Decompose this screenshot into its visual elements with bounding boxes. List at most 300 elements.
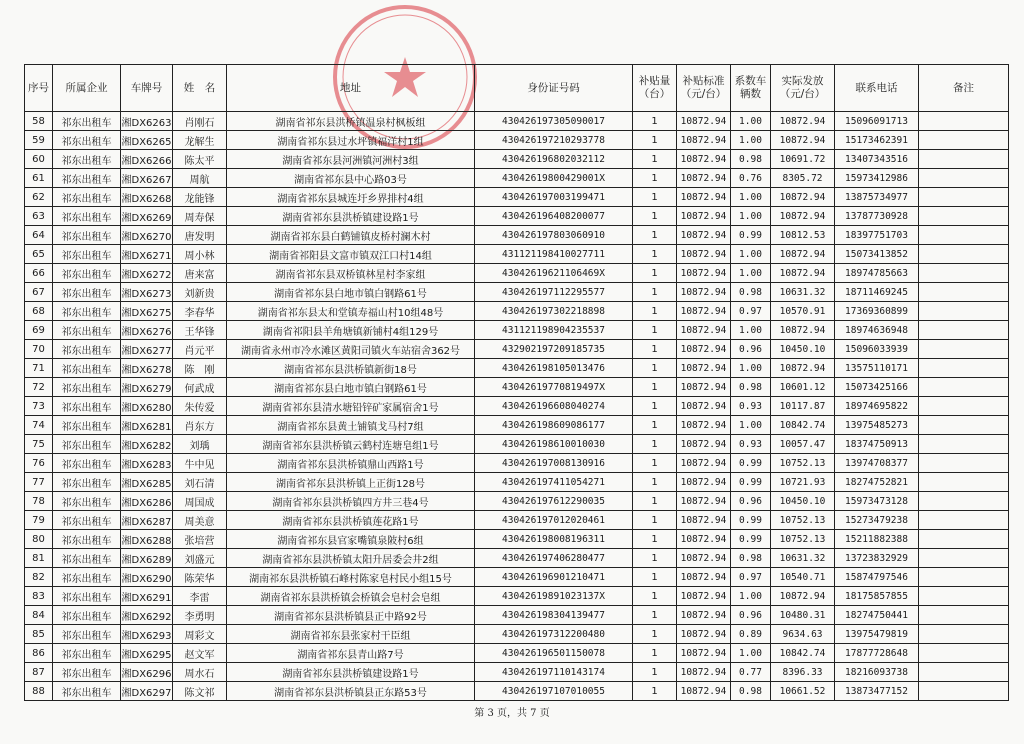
cell-address: 湖南省祁东县青山路7号 [227, 644, 475, 663]
header-address: 地址 [227, 65, 475, 112]
cell-phone: 15273479238 [835, 511, 919, 530]
cell-plate: 湘DX6280 [121, 397, 173, 416]
cell-actual: 10450.10 [771, 340, 835, 359]
cell-note [919, 644, 1009, 663]
cell-name: 李勇明 [173, 606, 227, 625]
cell-id: 430426198304139477 [475, 606, 633, 625]
cell-actual: 10691.72 [771, 150, 835, 169]
cell-company: 祁东出租车 [53, 530, 121, 549]
cell-note [919, 454, 1009, 473]
cell-name: 刘新贵 [173, 283, 227, 302]
cell-qty: 1 [633, 435, 677, 454]
cell-phone: 18974636948 [835, 321, 919, 340]
cell-phone: 18974785663 [835, 264, 919, 283]
cell-plate: 湘DX6287 [121, 511, 173, 530]
cell-qty: 1 [633, 340, 677, 359]
cell-coef: 1.00 [731, 587, 771, 606]
cell-seq: 70 [25, 340, 53, 359]
table-row [25, 226, 1009, 245]
cell-seq: 87 [25, 663, 53, 682]
cell-name: 龙能锋 [173, 188, 227, 207]
cell-seq: 72 [25, 378, 53, 397]
cell-coef: 0.76 [731, 169, 771, 188]
cell-name: 陈文祁 [173, 682, 227, 701]
cell-id: 430426198008196311 [475, 530, 633, 549]
cell-phone: 18175857855 [835, 587, 919, 606]
cell-id: 431121198904235537 [475, 321, 633, 340]
cell-qty: 1 [633, 606, 677, 625]
cell-std: 10872.94 [677, 207, 731, 226]
cell-qty: 1 [633, 587, 677, 606]
cell-coef: 0.97 [731, 302, 771, 321]
cell-name: 陈太平 [173, 150, 227, 169]
cell-phone: 18274750441 [835, 606, 919, 625]
cell-note [919, 131, 1009, 150]
table-row [25, 245, 1009, 264]
cell-id: 430426197012020461 [475, 511, 633, 530]
table-row [25, 397, 1009, 416]
cell-qty: 1 [633, 131, 677, 150]
cell-id: 430426197110143174 [475, 663, 633, 682]
cell-plate: 湘DX6295 [121, 644, 173, 663]
cell-std: 10872.94 [677, 397, 731, 416]
table-row [25, 416, 1009, 435]
cell-coef: 0.99 [731, 454, 771, 473]
table-row [25, 435, 1009, 454]
cell-phone: 18397751703 [835, 226, 919, 245]
cell-coef: 0.93 [731, 397, 771, 416]
cell-phone: 18274752821 [835, 473, 919, 492]
cell-seq: 76 [25, 454, 53, 473]
cell-std: 10872.94 [677, 435, 731, 454]
cell-qty: 1 [633, 530, 677, 549]
cell-actual: 10872.94 [771, 359, 835, 378]
cell-note [919, 207, 1009, 226]
cell-address: 湖南省祁东县白鹤铺镇皮桥村澜木村 [227, 226, 475, 245]
cell-note [919, 416, 1009, 435]
cell-std: 10872.94 [677, 682, 731, 701]
table-row [25, 359, 1009, 378]
cell-company: 祁东出租车 [53, 378, 121, 397]
cell-name: 周彩文 [173, 625, 227, 644]
cell-note [919, 283, 1009, 302]
cell-actual: 10872.94 [771, 207, 835, 226]
cell-id: 430426197803060910 [475, 226, 633, 245]
table-row [25, 587, 1009, 606]
cell-std: 10872.94 [677, 169, 731, 188]
cell-id: 430426196408200077 [475, 207, 633, 226]
header-phone: 联系电话 [835, 65, 919, 112]
header-qty: 补贴量（台） [633, 65, 677, 112]
table-row [25, 492, 1009, 511]
table-body [25, 112, 1009, 701]
cell-qty: 1 [633, 644, 677, 663]
cell-plate: 湘DX6285 [121, 473, 173, 492]
cell-name: 龙解生 [173, 131, 227, 150]
cell-company: 祁东出租车 [53, 435, 121, 454]
cell-actual: 10601.12 [771, 378, 835, 397]
cell-company: 祁东出租车 [53, 131, 121, 150]
cell-actual: 9634.63 [771, 625, 835, 644]
cell-actual: 10872.94 [771, 321, 835, 340]
cell-std: 10872.94 [677, 378, 731, 397]
cell-address: 湖南省祁东县张家村干臣组 [227, 625, 475, 644]
cell-note [919, 112, 1009, 131]
cell-phone: 17369360899 [835, 302, 919, 321]
cell-qty: 1 [633, 321, 677, 340]
cell-std: 10872.94 [677, 302, 731, 321]
cell-plate: 湘DX6293 [121, 625, 173, 644]
cell-seq: 60 [25, 150, 53, 169]
cell-note [919, 378, 1009, 397]
cell-std: 10872.94 [677, 530, 731, 549]
cell-id: 430426197612290035 [475, 492, 633, 511]
cell-actual: 10872.94 [771, 188, 835, 207]
cell-seq: 78 [25, 492, 53, 511]
cell-plate: 湘DX6288 [121, 530, 173, 549]
cell-std: 10872.94 [677, 606, 731, 625]
cell-address: 湖南省祁东县白地市镇白钢路61号 [227, 283, 475, 302]
cell-coef: 0.77 [731, 663, 771, 682]
cell-name: 周美意 [173, 511, 227, 530]
cell-address: 湖南省祁东县白地市镇白钢路61号 [227, 378, 475, 397]
cell-address: 湖南省祁东县中心路03号 [227, 169, 475, 188]
cell-qty: 1 [633, 568, 677, 587]
cell-coef: 1.00 [731, 321, 771, 340]
cell-id: 430426197411054271 [475, 473, 633, 492]
cell-company: 祁东出租车 [53, 644, 121, 663]
cell-plate: 湘DX6296 [121, 663, 173, 682]
cell-seq: 68 [25, 302, 53, 321]
cell-address: 湖南省祁东县城连圩乡界排村4组 [227, 188, 475, 207]
cell-coef: 1.00 [731, 245, 771, 264]
cell-address: 湖南省祁东县双桥镇林星村李家组 [227, 264, 475, 283]
cell-seq: 77 [25, 473, 53, 492]
cell-name: 周寿保 [173, 207, 227, 226]
cell-note [919, 397, 1009, 416]
cell-company: 祁东出租车 [53, 492, 121, 511]
cell-company: 祁东出租车 [53, 264, 121, 283]
cell-qty: 1 [633, 188, 677, 207]
cell-qty: 1 [633, 245, 677, 264]
cell-seq: 67 [25, 283, 53, 302]
cell-address: 湖南省祁东县洪桥镇云鹤村连塘皂组1号 [227, 435, 475, 454]
cell-plate: 湘DX6277 [121, 340, 173, 359]
cell-actual: 10842.74 [771, 644, 835, 663]
cell-company: 祁东出租车 [53, 207, 121, 226]
cell-coef: 0.97 [731, 568, 771, 587]
cell-seq: 66 [25, 264, 53, 283]
cell-std: 10872.94 [677, 473, 731, 492]
cell-actual: 10872.94 [771, 587, 835, 606]
table-row [25, 283, 1009, 302]
cell-note [919, 245, 1009, 264]
table-row [25, 606, 1009, 625]
cell-actual: 10872.94 [771, 131, 835, 150]
cell-note [919, 340, 1009, 359]
table-row [25, 549, 1009, 568]
cell-coef: 0.89 [731, 625, 771, 644]
cell-std: 10872.94 [677, 131, 731, 150]
cell-address: 湖南省祁阳县羊角塘镇新铺村4组129号 [227, 321, 475, 340]
cell-phone: 13975485273 [835, 416, 919, 435]
cell-coef: 0.96 [731, 492, 771, 511]
cell-address: 湖南省祁东县洪桥镇县正东路53号 [227, 682, 475, 701]
cell-note [919, 606, 1009, 625]
header-actual: 实际发放（元/台） [771, 65, 835, 112]
cell-address: 湖南省祁东县洪桥镇太阳升居委会井2组 [227, 549, 475, 568]
cell-seq: 71 [25, 359, 53, 378]
table-row [25, 663, 1009, 682]
cell-actual: 10721.93 [771, 473, 835, 492]
table-row [25, 302, 1009, 321]
cell-company: 祁东出租车 [53, 416, 121, 435]
cell-plate: 湘DX6297 [121, 682, 173, 701]
cell-name: 陈荣华 [173, 568, 227, 587]
table-row [25, 568, 1009, 587]
cell-phone: 18216093738 [835, 663, 919, 682]
cell-id: 430426197302218898 [475, 302, 633, 321]
cell-actual: 10540.71 [771, 568, 835, 587]
cell-name: 周水石 [173, 663, 227, 682]
cell-plate: 湘DX6292 [121, 606, 173, 625]
cell-phone: 13975479819 [835, 625, 919, 644]
cell-qty: 1 [633, 359, 677, 378]
cell-qty: 1 [633, 283, 677, 302]
cell-seq: 65 [25, 245, 53, 264]
cell-std: 10872.94 [677, 625, 731, 644]
cell-std: 10872.94 [677, 226, 731, 245]
cell-company: 祁东出租车 [53, 454, 121, 473]
cell-std: 10872.94 [677, 568, 731, 587]
cell-seq: 58 [25, 112, 53, 131]
cell-company: 祁东出租车 [53, 150, 121, 169]
table-row [25, 511, 1009, 530]
cell-address: 湖南省祁东县黄土铺镇戈马村7组 [227, 416, 475, 435]
cell-plate: 湘DX6275 [121, 302, 173, 321]
header-name: 姓 名 [173, 65, 227, 112]
cell-plate: 湘DX6286 [121, 492, 173, 511]
table-row [25, 473, 1009, 492]
cell-address: 湖南省祁东县洪桥镇温泉村枫板组 [227, 112, 475, 131]
cell-company: 祁东出租车 [53, 283, 121, 302]
header-std: 补贴标准（元/台） [677, 65, 731, 112]
cell-coef: 0.98 [731, 549, 771, 568]
cell-seq: 61 [25, 169, 53, 188]
cell-seq: 64 [25, 226, 53, 245]
cell-company: 祁东出租车 [53, 587, 121, 606]
cell-id: 430426197008130916 [475, 454, 633, 473]
cell-actual: 10661.52 [771, 682, 835, 701]
cell-name: 周小林 [173, 245, 227, 264]
cell-std: 10872.94 [677, 644, 731, 663]
cell-coef: 1.00 [731, 112, 771, 131]
cell-note [919, 226, 1009, 245]
table-row [25, 169, 1009, 188]
cell-note [919, 473, 1009, 492]
cell-company: 祁东出租车 [53, 682, 121, 701]
cell-id: 430426197003199471 [475, 188, 633, 207]
cell-name: 唐来富 [173, 264, 227, 283]
cell-plate: 湘DX6281 [121, 416, 173, 435]
cell-name: 赵文军 [173, 644, 227, 663]
cell-actual: 10752.13 [771, 511, 835, 530]
cell-id: 430426197312200480 [475, 625, 633, 644]
cell-coef: 1.00 [731, 359, 771, 378]
cell-coef: 1.00 [731, 188, 771, 207]
header-id: 身份证号码 [475, 65, 633, 112]
header-plate: 车牌号 [121, 65, 173, 112]
cell-qty: 1 [633, 207, 677, 226]
table-row [25, 264, 1009, 283]
cell-note [919, 625, 1009, 644]
cell-std: 10872.94 [677, 492, 731, 511]
cell-company: 祁东出租车 [53, 663, 121, 682]
cell-name: 李春华 [173, 302, 227, 321]
cell-coef: 1.00 [731, 644, 771, 663]
cell-address: 湖南省祁东县清水塘铅锌矿家属宿舍1号 [227, 397, 475, 416]
cell-coef: 1.00 [731, 416, 771, 435]
cell-actual: 10872.94 [771, 245, 835, 264]
cell-coef: 0.98 [731, 682, 771, 701]
cell-id: 43042619891023137X [475, 587, 633, 606]
cell-note [919, 568, 1009, 587]
cell-actual: 10872.94 [771, 112, 835, 131]
cell-name: 陈 刚 [173, 359, 227, 378]
cell-seq: 62 [25, 188, 53, 207]
cell-actual: 10752.13 [771, 530, 835, 549]
cell-address: 湖南省祁东县洪桥镇新街18号 [227, 359, 475, 378]
cell-actual: 10117.87 [771, 397, 835, 416]
cell-qty: 1 [633, 302, 677, 321]
cell-phone: 15874797546 [835, 568, 919, 587]
cell-coef: 0.96 [731, 606, 771, 625]
header-company: 所属企业 [53, 65, 121, 112]
cell-actual: 10842.74 [771, 416, 835, 435]
cell-actual: 10057.47 [771, 435, 835, 454]
table-row [25, 340, 1009, 359]
cell-coef: 0.99 [731, 473, 771, 492]
cell-phone: 15973412986 [835, 169, 919, 188]
cell-phone: 15096033939 [835, 340, 919, 359]
cell-name: 牛中见 [173, 454, 227, 473]
cell-seq: 83 [25, 587, 53, 606]
cell-name: 肖东方 [173, 416, 227, 435]
cell-name: 周国成 [173, 492, 227, 511]
cell-name: 肖元平 [173, 340, 227, 359]
cell-plate: 湘DX6282 [121, 435, 173, 454]
cell-plate: 湘DX6263 [121, 112, 173, 131]
cell-coef: 0.98 [731, 150, 771, 169]
cell-coef: 1.00 [731, 131, 771, 150]
header-note: 备注 [919, 65, 1009, 112]
cell-std: 10872.94 [677, 188, 731, 207]
cell-note [919, 264, 1009, 283]
cell-id: 430426197406280477 [475, 549, 633, 568]
cell-coef: 0.99 [731, 226, 771, 245]
table-row [25, 625, 1009, 644]
table-row [25, 112, 1009, 131]
cell-std: 10872.94 [677, 112, 731, 131]
cell-std: 10872.94 [677, 663, 731, 682]
cell-address: 湖南省祁东县洪桥镇建设路1号 [227, 207, 475, 226]
cell-company: 祁东出租车 [53, 397, 121, 416]
cell-actual: 8305.72 [771, 169, 835, 188]
cell-qty: 1 [633, 663, 677, 682]
cell-coef: 1.00 [731, 207, 771, 226]
cell-plate: 湘DX6273 [121, 283, 173, 302]
cell-name: 肖刚石 [173, 112, 227, 131]
cell-qty: 1 [633, 397, 677, 416]
cell-address: 湖南省祁阳县文富市镇双江口村14组 [227, 245, 475, 264]
cell-qty: 1 [633, 226, 677, 245]
table-row [25, 454, 1009, 473]
cell-address: 湖南省祁东县洪桥镇会桥镇会皂村会皂组 [227, 587, 475, 606]
cell-seq: 79 [25, 511, 53, 530]
cell-note [919, 169, 1009, 188]
cell-name: 朱传爱 [173, 397, 227, 416]
cell-seq: 86 [25, 644, 53, 663]
cell-phone: 13873477152 [835, 682, 919, 701]
cell-std: 10872.94 [677, 150, 731, 169]
cell-note [919, 530, 1009, 549]
cell-company: 祁东出租车 [53, 340, 121, 359]
cell-note [919, 587, 1009, 606]
cell-name: 张培营 [173, 530, 227, 549]
cell-seq: 80 [25, 530, 53, 549]
cell-note [919, 302, 1009, 321]
cell-plate: 湘DX6291 [121, 587, 173, 606]
cell-address: 湖南省祁东县河洲镇河洲村3组 [227, 150, 475, 169]
cell-note [919, 511, 1009, 530]
header-coef: 系数车辆数 [731, 65, 771, 112]
cell-qty: 1 [633, 682, 677, 701]
cell-seq: 75 [25, 435, 53, 454]
cell-phone: 15973473128 [835, 492, 919, 511]
cell-phone: 13723832929 [835, 549, 919, 568]
cell-seq: 88 [25, 682, 53, 701]
cell-coef: 0.96 [731, 340, 771, 359]
table-row [25, 321, 1009, 340]
cell-plate: 湘DX6272 [121, 264, 173, 283]
cell-id: 430426197210293778 [475, 131, 633, 150]
cell-seq: 69 [25, 321, 53, 340]
cell-note [919, 150, 1009, 169]
cell-address: 湖南省祁东县洪桥镇上正街128号 [227, 473, 475, 492]
cell-qty: 1 [633, 169, 677, 188]
cell-address: 湖南省祁东县洪桥镇建设路1号 [227, 663, 475, 682]
cell-qty: 1 [633, 473, 677, 492]
cell-qty: 1 [633, 492, 677, 511]
cell-plate: 湘DX6268 [121, 188, 173, 207]
cell-id: 430426197305090017 [475, 112, 633, 131]
cell-std: 10872.94 [677, 340, 731, 359]
cell-plate: 湘DX6290 [121, 568, 173, 587]
cell-note [919, 435, 1009, 454]
cell-address: 湖南省祁东县官家嘴镇泉陂村6组 [227, 530, 475, 549]
cell-company: 祁东出租车 [53, 549, 121, 568]
cell-id: 430426198609086177 [475, 416, 633, 435]
cell-id: 43042619800429001X [475, 169, 633, 188]
cell-company: 祁东出租车 [53, 112, 121, 131]
cell-actual: 8396.33 [771, 663, 835, 682]
cell-std: 10872.94 [677, 416, 731, 435]
cell-qty: 1 [633, 416, 677, 435]
cell-name: 周航 [173, 169, 227, 188]
cell-address: 湖南省永州市冷水滩区黄阳司镇火车站宿舍362号 [227, 340, 475, 359]
cell-seq: 81 [25, 549, 53, 568]
cell-seq: 73 [25, 397, 53, 416]
